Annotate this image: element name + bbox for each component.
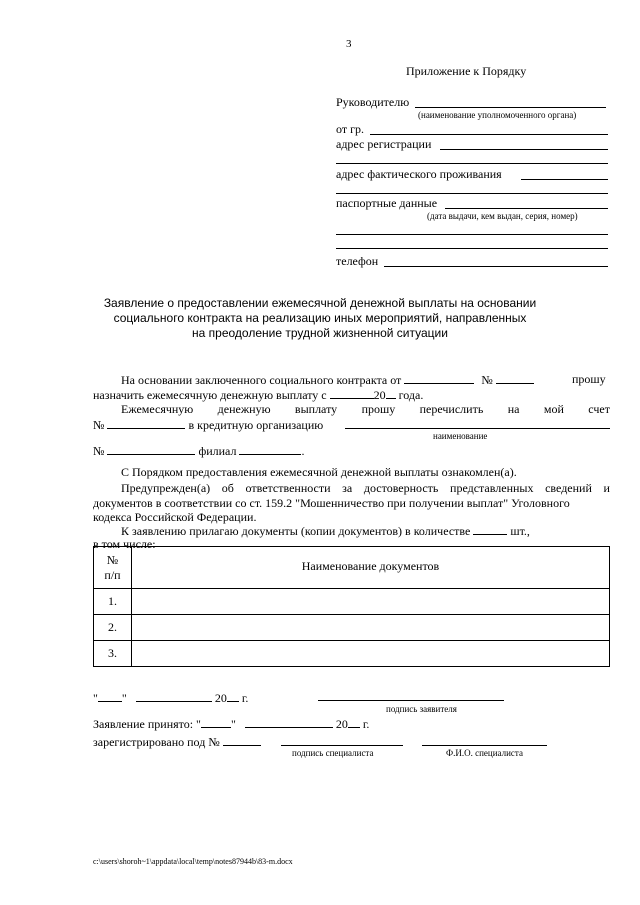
num-header-abbrev: п/п <box>104 567 121 582</box>
num-header-cell <box>94 547 132 589</box>
bank-name-hint: наименование <box>433 431 488 441</box>
row-number: 2. <box>94 615 132 641</box>
phone-label: телефон <box>336 254 379 268</box>
accepted-year-field[interactable] <box>348 716 360 728</box>
table-header-row <box>94 547 610 589</box>
passport-hint: (дата выдачи, кем выдан, серия, номер) <box>427 211 578 221</box>
p4-word: сведений <box>545 481 592 495</box>
accepted-label: Заявление принято: " <box>93 717 201 731</box>
table-row <box>94 589 610 615</box>
year-word: года. <box>398 388 424 402</box>
p1-line2 <box>93 387 423 403</box>
branch-label: филиал <box>198 444 237 458</box>
p2-word: мой <box>543 402 564 416</box>
p4-word: ответственности <box>245 481 331 495</box>
year-prefix-label: 20 <box>214 691 227 705</box>
contract-date-field[interactable] <box>404 372 474 384</box>
from-label: от гр. <box>336 122 365 136</box>
p1-intro: На основании заключенного социального контракта от <box>121 373 402 387</box>
documents-table <box>93 546 610 667</box>
page-number: 3 <box>346 38 352 50</box>
registered-line <box>93 734 261 750</box>
head-hint: (наименование уполномоченного органа) <box>418 110 577 120</box>
actual-address-field-2[interactable] <box>336 193 608 194</box>
p4-line3: кодекса Российской Федерации. <box>93 510 257 524</box>
passport-field-3[interactable] <box>336 248 608 249</box>
applicant-signature-hint: подпись заявителя <box>386 704 457 714</box>
p1-text <box>121 372 534 388</box>
passport-label: паспортные данные <box>336 196 438 210</box>
p4-word: достоверность <box>363 481 439 495</box>
row-number: 3. <box>94 641 132 667</box>
start-date-field[interactable] <box>330 387 374 399</box>
account-number-field[interactable] <box>107 417 185 429</box>
head-label: Руководителю <box>336 95 410 109</box>
registration-number-field[interactable] <box>223 734 261 746</box>
passport-field[interactable] <box>445 208 608 209</box>
title-line-1: Заявление о предоставлении ежемесячной денежной выплаты на основании <box>103 296 537 310</box>
specialist-name-hint: Ф.И.О. специалиста <box>446 748 523 758</box>
year-suffix-field[interactable] <box>227 690 239 702</box>
p2-word: перечислить <box>419 402 484 416</box>
p2-word: выплату <box>294 402 338 416</box>
table-row <box>94 615 610 641</box>
account-number-sign: № <box>93 418 105 432</box>
branch-account-field[interactable] <box>107 443 195 455</box>
year-abbrev: г. <box>241 691 249 705</box>
passport-field-2[interactable] <box>336 234 608 235</box>
docs-count-field[interactable] <box>473 523 507 535</box>
accepted-day-field[interactable] <box>201 716 231 728</box>
accepted-month-field[interactable] <box>245 716 333 728</box>
quote-close: " <box>121 691 127 705</box>
document-name-cell[interactable] <box>132 641 610 667</box>
p5-line2: в том числе: <box>93 537 156 551</box>
document-title <box>0 296 640 341</box>
name-header-cell: Наименование документов <box>132 547 610 589</box>
docs-count-label: К заявлению прилагаю документы (копии документов) в количестве <box>121 524 471 538</box>
p4-word: Предупрежден(а) <box>121 481 211 495</box>
contract-number-sign: № <box>481 373 493 387</box>
p2-word: денежную <box>217 402 271 416</box>
bank-label: в кредитную организацию <box>188 418 324 432</box>
reg-address-field-2[interactable] <box>336 163 608 164</box>
row-number: 1. <box>94 589 132 615</box>
p4-line1 <box>121 481 610 496</box>
p3-text: С Порядком предоставления ежемесячной денежной выплаты ознакомлен(а). <box>121 465 517 479</box>
p2-word: Ежемесячную <box>121 402 194 416</box>
branch-number-sign: № <box>93 444 105 458</box>
num-header-symbol: № <box>106 552 119 567</box>
year-prefix: 20 <box>373 388 386 402</box>
actual-address-label: адрес фактического проживания <box>336 167 502 181</box>
p1-assign-text: назначить ежемесячную денежную выплату с <box>93 388 327 402</box>
bank-name-field[interactable] <box>345 428 610 429</box>
application-date <box>93 690 248 706</box>
title-line-3: на преодоление трудной жизненной ситуации <box>192 326 448 340</box>
accepted-quote-close: " <box>230 717 236 731</box>
p2-word: на <box>507 402 520 416</box>
actual-address-field[interactable] <box>521 179 608 180</box>
docs-count-unit: шт., <box>510 524 530 538</box>
p4-word: и <box>603 481 610 495</box>
specialist-signature-field[interactable] <box>281 745 403 746</box>
from-field[interactable] <box>370 134 608 135</box>
footer-file-path: c:\users\shoroh~1\appdata\local\temp\notes87944b\83-m.docx <box>93 857 293 866</box>
contract-number-field[interactable] <box>496 372 534 384</box>
reg-address-label: адрес регистрации <box>336 137 432 151</box>
specialist-name-field[interactable] <box>422 745 547 746</box>
reg-address-field[interactable] <box>440 149 608 150</box>
head-field[interactable] <box>415 107 606 108</box>
p4-word: об <box>221 481 234 495</box>
specialist-signature-hint: подпись специалиста <box>292 748 374 758</box>
month-field[interactable] <box>136 690 212 702</box>
document-name-cell[interactable] <box>132 615 610 641</box>
accepted-year-prefix: 20 <box>335 717 348 731</box>
p2-word: счет <box>588 402 610 416</box>
p2-word: прошу <box>361 402 396 416</box>
day-field[interactable] <box>98 690 122 702</box>
table-row <box>94 641 610 667</box>
p2-line3: № филиал . <box>93 444 305 458</box>
applicant-signature-field[interactable] <box>318 700 504 701</box>
accepted-year-abbrev: г. <box>362 717 370 731</box>
title-line-2: социального контракта на реализацию иных мероприятий, направленных <box>113 311 527 325</box>
p4-word: за <box>342 481 353 495</box>
appendix-label: Приложение к Порядку <box>406 64 527 78</box>
branch-field[interactable] <box>239 443 301 455</box>
p4-line2: документов в соответствии со ст. 159.2 "Мошенничество при получении выплат" Уголовного <box>93 496 570 510</box>
p2-line2 <box>93 417 323 433</box>
p4-word: представленных <box>450 481 534 495</box>
accepted-line <box>93 716 369 732</box>
p5-line1 <box>121 523 530 539</box>
p1-ask: прошу <box>572 372 606 386</box>
quote-open: " <box>93 691 98 705</box>
document-name-cell[interactable] <box>132 589 610 615</box>
year-field[interactable] <box>386 387 396 399</box>
registered-label: зарегистрировано под № <box>93 735 220 749</box>
phone-field[interactable] <box>384 266 608 267</box>
p2-line1 <box>121 402 610 417</box>
